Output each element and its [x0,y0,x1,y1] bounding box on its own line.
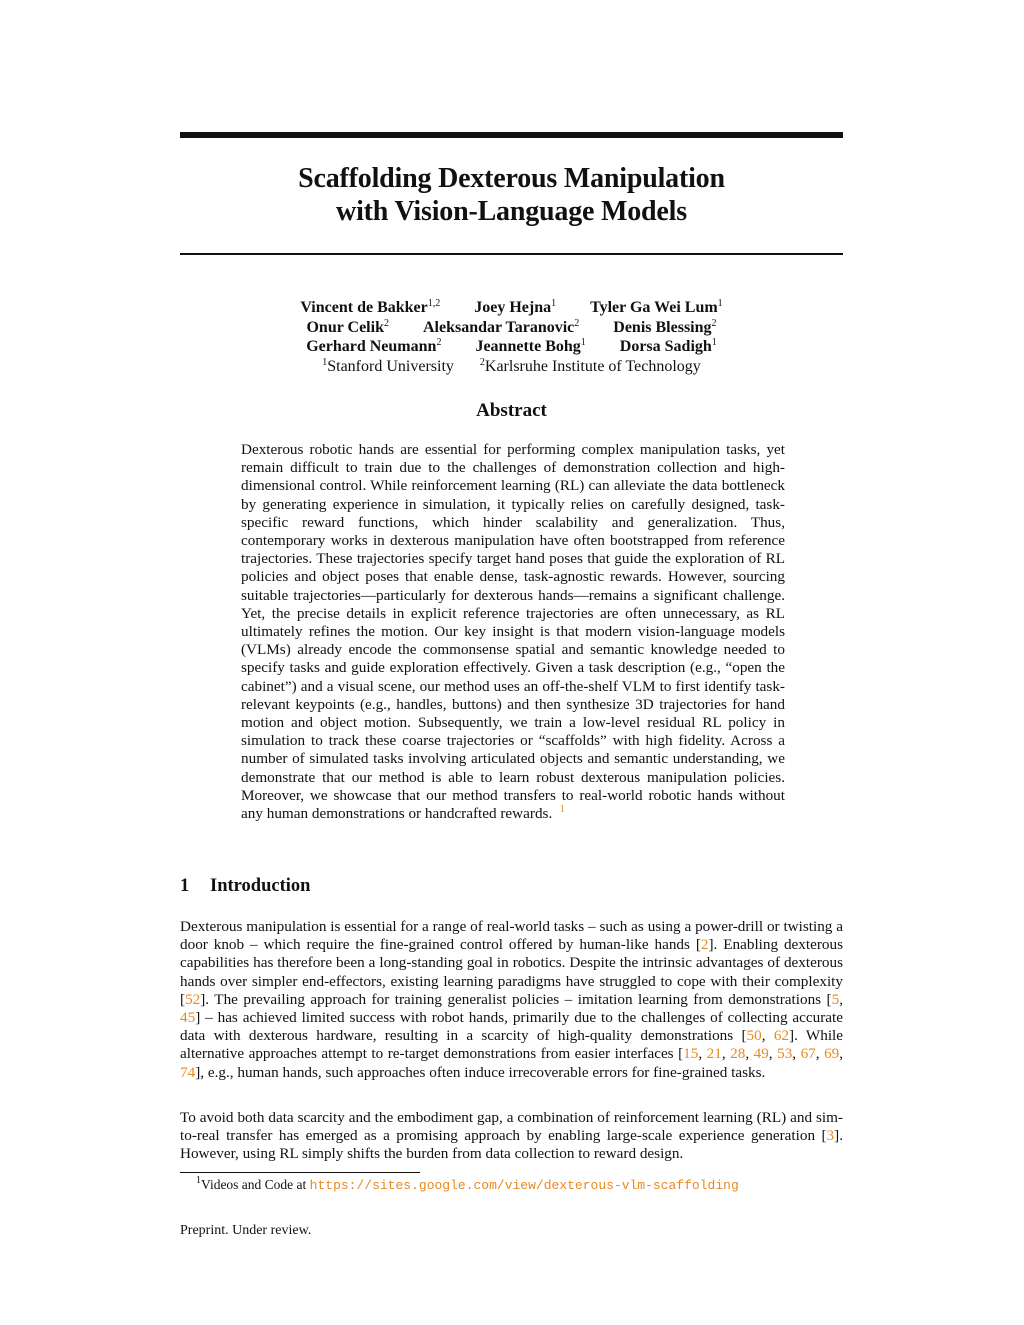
intro-paragraph-1 [180,918,843,1082]
citation-link[interactable]: 21 [706,1045,722,1063]
citation-link[interactable]: 28 [730,1045,746,1063]
author-affiliation: 1 [717,298,723,309]
author-affiliation: 1 [551,298,557,309]
paragraph-text: , [721,1045,731,1063]
author-block [180,298,843,376]
affiliation-name: Stanford University [327,357,454,375]
paragraph-text: , [792,1045,801,1063]
author-name: Aleksandar Taranovic [422,318,575,336]
citation-link[interactable]: 52 [185,990,201,1008]
title-line-1: Scaffolding Dexterous Manipulation [298,163,725,194]
footnote-url-link[interactable]: https://sites.google.com/view/dexterous-vlm-scaffolding [309,1178,739,1193]
citation-link[interactable]: 53 [777,1045,793,1063]
citation-link[interactable]: 62 [773,1027,790,1045]
footnote-text: Videos and Code at [201,1177,310,1192]
author-affiliation: 2 [383,317,389,329]
footnote-link[interactable]: 1 [559,804,565,816]
paragraph-text: , [761,1027,774,1045]
intro-paragraph-2 [180,1109,843,1164]
author-name: Denis Blessing [613,318,712,336]
citation-link[interactable]: 3 [826,1127,835,1145]
paragraph-text: ]. However, using RL simply shifts the burden from data collection to reward design. [180,1127,843,1163]
paragraph-text: ]. While alternative approaches attempt to re-target demonstrations from easier interfaces [ [180,1027,843,1063]
paper-title [180,162,843,228]
citation-link[interactable]: 50 [746,1027,762,1045]
title-line-2: with Vision-Language Models [336,196,687,227]
paragraph-text: ], e.g., human hands, such approaches often induce irrecoverable errors for fine-grained tasks. [195,1063,766,1081]
section-title: Introduction [210,876,311,896]
abstract-text: Dexterous robotic hands are essential for performing complex manipulation tasks, yet remain difficult to train due to the challenges of demonstration collection and high-dimensional control. While reinforcement learning (RL) can alleviate the data bottleneck by generating experience in simulation, it typically relies on carefully designed, task-specific reward functions, which hinder scalability and generalization. Thus, contemporary works in dexterous manipulation have often bootstrapped from reference trajectories. These trajectories specify target hand poses that guide the exploration of RL policies and object poses that enable dense, task-agnostic rewards. However, sourcing suitable trajectories—particularly for dexterous hands—remains a significant challenge. Yet, the precise details in explicit reference trajectories are often unnecessary, as RL ultimately refines the motion. Our key insight is that modern vision-language models (VLMs) already encode the commonsense spatial and semantic knowledge needed to specify tasks and guide exploration effectively. Given a task description (e.g., “open the cabinet”) and a visual scene, our method uses an off-the-shelf VLM to first identify task-relevant keypoints (e.g., handles, buttons) and then synthesize 3D trajectories for hand motion and object motion. Subsequently, we train a low-level residual RL policy in simulation to track these coarse trajectories or “scaffolds” with high fidelity. Across a number of simulated tasks involving articulated objects and semantic understanding, we demonstrate that our method is able to learn robust dexterous manipulation policies. Moreover, we showcase that our method transfers to real-world robotic hands without any human demonstrations or handcrafted rewards. [241,441,785,823]
author-name: Gerhard Neumann [306,338,437,355]
abstract-body [241,441,785,823]
author-affiliation: 2 [574,317,580,329]
author-affiliation: 1 [580,337,586,348]
citation-link[interactable]: 5 [831,990,840,1008]
author-name: Onur Celik [306,318,384,336]
footnote-mark: 1 [196,1175,201,1186]
citation-link[interactable]: 67 [800,1045,816,1063]
author-affiliation: 1 [711,337,717,348]
paragraph-text: , [698,1045,707,1063]
citation-link[interactable]: 69 [824,1045,840,1063]
author-name: Tyler Ga Wei Lum [590,299,718,316]
citation-link[interactable]: 49 [753,1045,769,1063]
author-affiliation: 1,2 [427,298,441,309]
citation-link[interactable]: 2 [700,936,709,954]
paragraph-text: , [745,1045,754,1063]
affiliation-row [180,357,843,377]
paragraph-text: Dexterous manipulation is essential for a range of real-world tasks – such as using a power-drill or twisting a door knob – which require the fine-grained control offered by human-like hands [ [180,918,843,954]
paragraph-text: ] – has achieved limited success with robot hands, primarily due to the challenges of collecting accurate data with dexterous hardware, resulting in a scarcity of high-quality demonstrations [ [180,1009,843,1045]
paragraph-text: , [815,1045,825,1063]
citation-link[interactable]: 15 [683,1045,699,1063]
abstract-heading: Abstract [476,400,547,421]
top-rule [180,132,843,138]
paragraph-text: ]. The prevailing approach for training generalist policies – imitation learning from demonstrations [ [200,990,832,1008]
paragraph-text: , [768,1045,778,1063]
author-row [180,298,843,318]
footnote-rule [180,1172,420,1173]
author-name: Vincent de Bakker [300,299,428,316]
paragraph-text: ]. Enabling dexterous capabilities has therefore been a long-standing goal in robotics. Despite the intrinsic advantages of dexterous hands over simpler end-effectors, existing learning paradigms have struggled to cope with their complexity [ [180,936,844,1008]
footnote [196,1177,739,1193]
author-name: Joey Hejna [474,299,552,316]
paragraph-text: , [839,1045,844,1063]
paragraph-text: , [839,990,843,1008]
author-name: Jeannette Bohg [475,338,581,355]
title-bottom-rule [180,253,843,255]
author-affiliation: 2 [436,337,442,348]
citation-link[interactable]: 45 [180,1009,196,1027]
author-row [180,337,843,357]
preprint-note: Preprint. Under review. [180,1223,312,1238]
citation-link[interactable]: 74 [180,1063,196,1081]
affiliation-name: Karlsruhe Institute of Technology [484,357,701,375]
paragraph-text: To avoid both data scarcity and the embodiment gap, a combination of reinforcement learning (RL) and sim-to-real transfer has emerged as a promising approach by enabling large-scale experience generation [ [180,1109,843,1145]
author-row [180,318,843,338]
section-heading [180,876,310,897]
affiliation-number: 2 [479,356,485,368]
affiliation-number: 1 [322,356,328,368]
section-number: 1 [180,876,190,896]
author-affiliation: 2 [711,317,717,329]
author-name: Dorsa Sadigh [619,338,712,355]
